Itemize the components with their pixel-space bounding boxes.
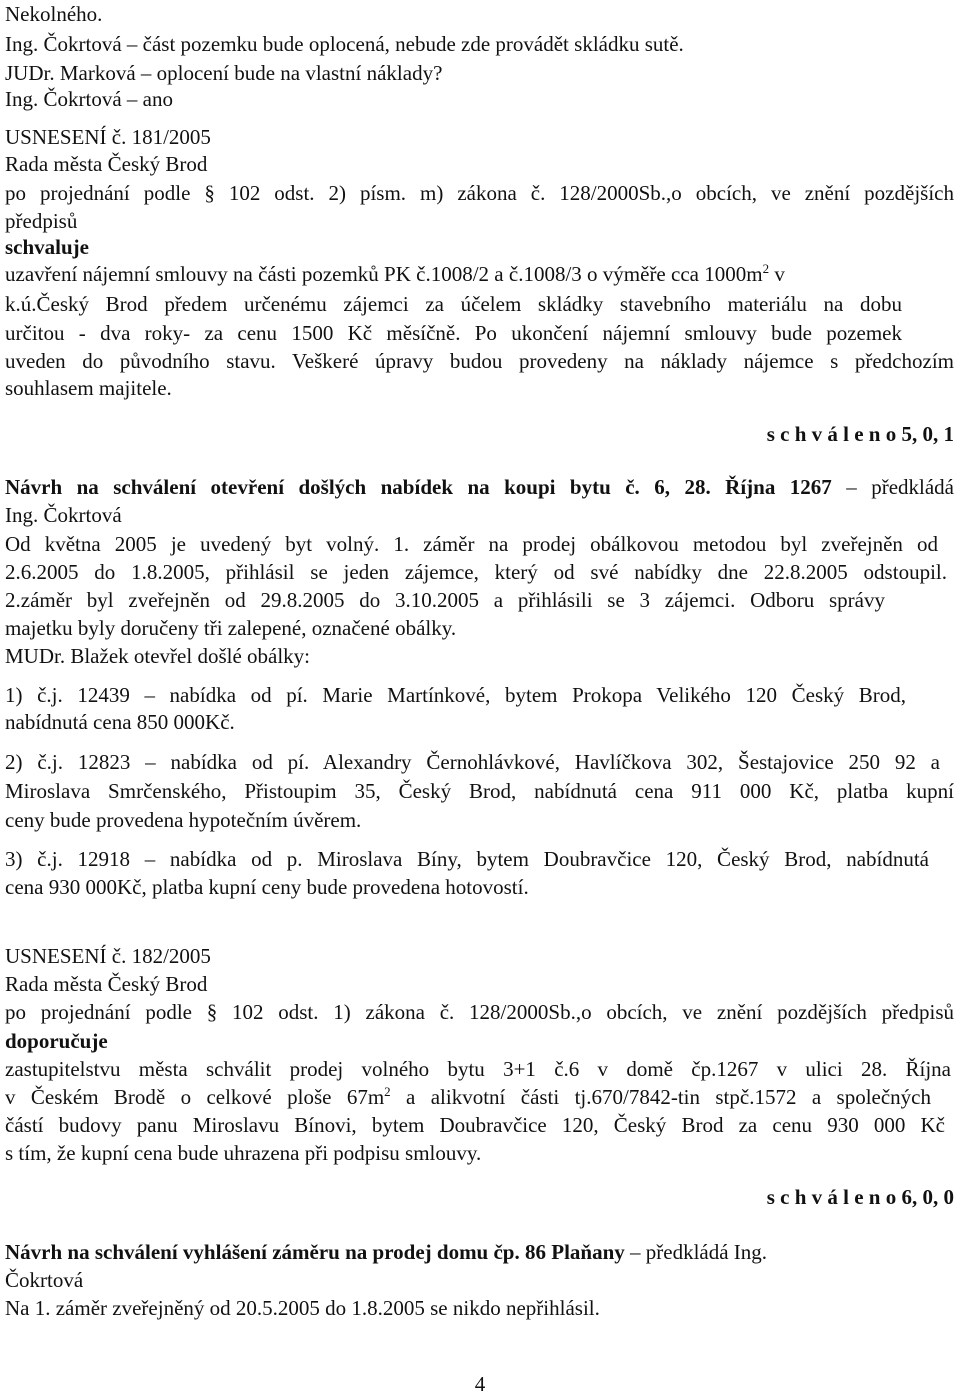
vote-value: 5, 0, 1 (901, 422, 954, 446)
offer-line: nabídnutá cena 850 000Kč. (5, 710, 235, 734)
text-fragment: – předkládá (831, 475, 954, 499)
resolution-heading: USNESENÍ č. 182/2005 (5, 944, 211, 968)
text-line: určitou - dva roky- za cenu 1500 Kč měsíčně. Po ukončení nájemní smlouvy bude pozemek (5, 321, 902, 345)
text-line: 2.6.2005 do 1.8.2005, přihlásil se jeden zájemce, který od své nabídky dne 22.8.2005 odstoupil. (5, 560, 947, 584)
text-fragment: a alikvotní části tj.670/7842-tin stpč.1572 a společných (390, 1085, 931, 1109)
text-line: po projednání podle § 102 odst. 1) zákona č. 128/2000Sb.,o obcích, ve znění pozdějších předpisů (5, 1000, 954, 1024)
text-line (5, 262, 785, 286)
superscript: 2 (762, 261, 770, 276)
offer-line: ceny bude provedena hypotečním úvěrem. (5, 808, 362, 832)
vote-label: s c h v á l e n o (766, 1185, 897, 1209)
text-line: MUDr. Blažek otevřel došlé obálky: (5, 644, 311, 668)
text-line: souhlasem majitele. (5, 376, 172, 400)
agenda-item-title: Návrh na schválení otevření došlých nabídek na koupi bytu č. 6, 28. Října 1267 (5, 475, 832, 499)
vote-label: s c h v á l e n o (766, 422, 897, 446)
offer-line: 1) č.j. 12439 – nabídka od pí. Marie Martínkové, bytem Prokopa Velikého 120 Český Brod, (5, 683, 906, 707)
agenda-item-heading (5, 475, 954, 499)
text-line: uveden do původního stavu. Veškeré úpravy budou provedeny na náklady nájemce s předchozím (5, 349, 954, 373)
agenda-item-title: Návrh na schválení vyhlášení záměru na prodej domu čp. 86 Plaňany (5, 1240, 625, 1264)
text-fragment: v (769, 262, 785, 286)
resolution-verb: schvaluje (5, 235, 89, 259)
text-line: Čokrtová (5, 1268, 84, 1292)
text-line: po projednání podle § 102 odst. 2) písm. m) zákona č. 128/2000Sb.,o obcích, ve znění pozdějších (5, 181, 954, 205)
offer-line: 3) č.j. 12918 – nabídka od p. Miroslava Bíny, bytem Doubravčice 120, Český Brod, nabídnutá (5, 847, 929, 871)
text-line: předpisů (5, 209, 78, 233)
superscript: 2 (384, 1084, 391, 1099)
offer-line: Miroslava Smrčenského, Přistoupim 35, Český Brod, nabídnutá cena 911 000 Kč, platba kupní (5, 779, 954, 803)
text-line: Ing. Čokrtová (5, 503, 122, 527)
text-line: Od května 2005 je uvedený byt volný. 1. záměr na prodej obálkovou metodou byl zveřejněn od (5, 532, 938, 556)
text-fragment: – předkládá Ing. (624, 1240, 768, 1264)
text-line: 2.záměr byl zveřejněn od 29.8.2005 do 3.10.2005 a přihlásili se 3 zájemci. Odboru správy (5, 588, 885, 612)
vote-result (767, 1185, 954, 1209)
text-line: Na 1. záměr zveřejněný od 20.5.2005 do 1.8.2005 se nikdo nepřihlásil. (5, 1296, 600, 1320)
text-line: k.ú.Český Brod předem určenému zájemci za účelem skládky stavebního materiálu na dobu (5, 292, 902, 316)
text-line: s tím, že kupní cena bude uhrazena při podpisu smlouvy. (5, 1141, 482, 1165)
text-line: Rada města Český Brod (5, 152, 208, 176)
text-line: Ing. Čokrtová – ano (5, 87, 173, 111)
vote-result (767, 422, 954, 446)
text-line: majetku byly doručeny tři zalepené, označené obálky. (5, 616, 457, 640)
text-line (5, 1085, 931, 1109)
text-fragment: v Českém Brodě o celkové ploše 67m (5, 1085, 385, 1109)
text-line: Ing. Čokrtová – část pozemku bude oplocená, nebude zde provádět skládku sutě. (5, 32, 684, 56)
text-line: JUDr. Marková – oplocení bude na vlastní náklady? (5, 61, 443, 85)
text-line: Rada města Český Brod (5, 972, 208, 996)
offer-line: cena 930 000Kč, platba kupní ceny bude provedena hotovostí. (5, 875, 529, 899)
page-number: 4 (474, 1372, 486, 1396)
agenda-item-heading (5, 1240, 767, 1264)
text-line: Nekolného. (5, 2, 103, 26)
resolution-heading: USNESENÍ č. 181/2005 (5, 125, 211, 149)
resolution-verb: doporučuje (5, 1029, 108, 1053)
offer-line: 2) č.j. 12823 – nabídka od pí. Alexandry Černohlávkové, Havlíčkova 302, Šestajovice 250 92 a (5, 750, 940, 774)
text-line: částí budovy panu Miroslavu Bínovi, bytem Doubravčice 120, Český Brod za cenu 930 000 Kč (5, 1113, 945, 1137)
vote-value: 6, 0, 0 (901, 1185, 954, 1209)
text-line: zastupitelstvu města schválit prodej volného bytu 3+1 č.6 v domě čp.1267 v ulici 28. Října (5, 1057, 951, 1081)
text-fragment: uzavření nájemní smlouvy na části pozemků PK č.1008/2 a č.1008/3 o výměře cca 1000m (5, 262, 763, 286)
